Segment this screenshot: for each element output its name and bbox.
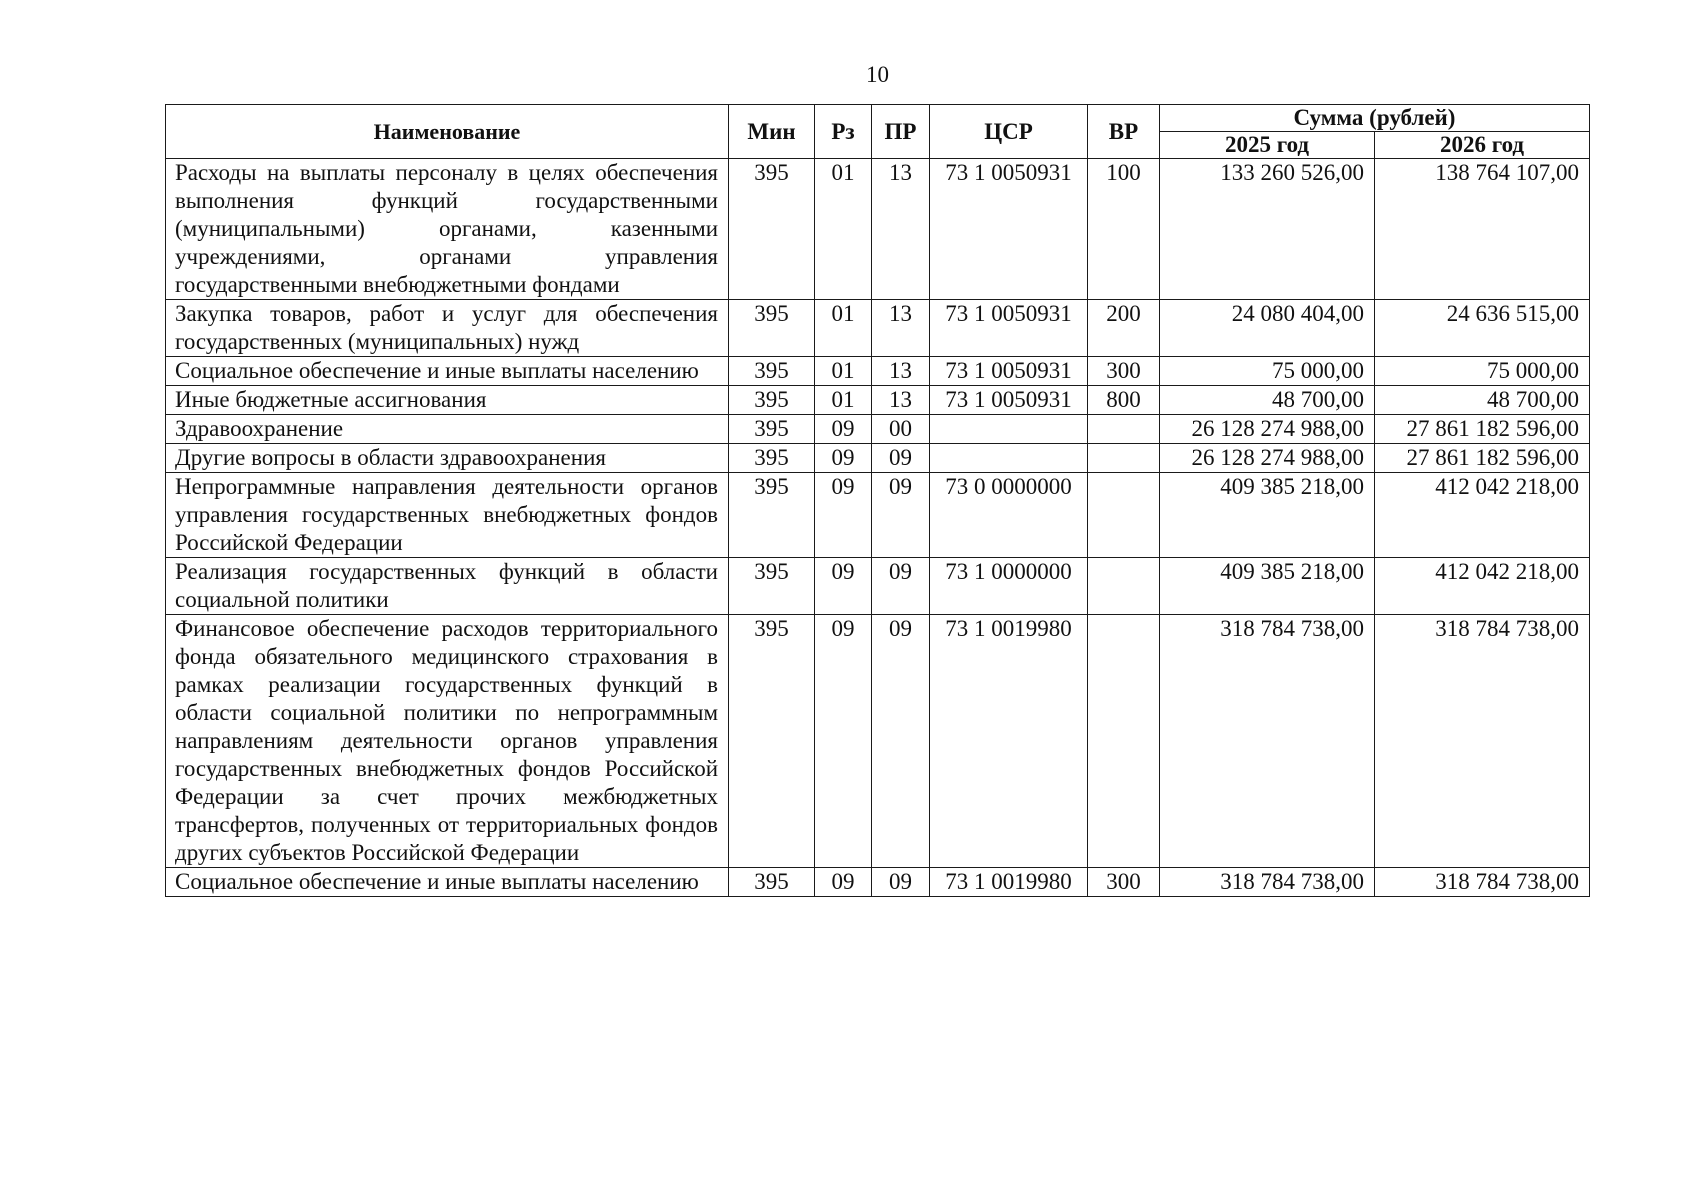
row-rz-cell: 01 — [815, 159, 872, 300]
row-name-cell: Иные бюджетные ассигнования — [166, 386, 729, 415]
header-year-2026: 2026 год — [1375, 132, 1590, 159]
row-rz-cell: 09 — [815, 868, 872, 897]
row-pr-cell: 09 — [872, 444, 930, 473]
row-sum-2026-cell: 318 784 738,00 — [1375, 868, 1590, 897]
row-min-cell: 395 — [729, 386, 815, 415]
row-sum-2026-cell: 412 042 218,00 — [1375, 558, 1590, 615]
row-name-cell: Здравоохранение — [166, 415, 729, 444]
row-sum-2025-cell: 26 128 274 988,00 — [1160, 444, 1375, 473]
row-sum-2026-cell: 27 861 182 596,00 — [1375, 444, 1590, 473]
row-min-cell: 395 — [729, 473, 815, 558]
row-csr-cell: 73 1 0050931 — [930, 357, 1088, 386]
table-header — [166, 105, 1590, 159]
row-csr-cell: 73 1 0019980 — [930, 615, 1088, 868]
row-sum-2025-cell: 133 260 526,00 — [1160, 159, 1375, 300]
header-min: Мин — [729, 105, 815, 159]
row-pr-cell: 13 — [872, 357, 930, 386]
table-row — [166, 444, 1590, 473]
row-name-cell: Расходы на выплаты персоналу в целях обеспечения выполнения функций государственными (муниципальными) органами, казенными учреждениями, органами управления государственными внебюджетными фондами — [166, 159, 729, 300]
row-sum-2026-cell: 318 784 738,00 — [1375, 615, 1590, 868]
header-csr: ЦСР — [930, 105, 1088, 159]
row-csr-cell: 73 1 0019980 — [930, 868, 1088, 897]
row-vr-cell: 100 — [1088, 159, 1160, 300]
row-csr-cell: 73 1 0050931 — [930, 159, 1088, 300]
row-min-cell: 395 — [729, 300, 815, 357]
row-vr-cell — [1088, 558, 1160, 615]
row-min-cell: 395 — [729, 558, 815, 615]
row-pr-cell: 09 — [872, 473, 930, 558]
header-vr: ВР — [1088, 105, 1160, 159]
row-vr-cell — [1088, 444, 1160, 473]
table-row — [166, 473, 1590, 558]
row-min-cell: 395 — [729, 415, 815, 444]
row-pr-cell: 00 — [872, 415, 930, 444]
table-row — [166, 415, 1590, 444]
row-min-cell: 395 — [729, 444, 815, 473]
row-rz-cell: 09 — [815, 473, 872, 558]
row-rz-cell: 01 — [815, 300, 872, 357]
row-sum-2025-cell: 318 784 738,00 — [1160, 615, 1375, 868]
row-sum-2025-cell: 409 385 218,00 — [1160, 558, 1375, 615]
row-name-cell: Финансовое обеспечение расходов территориального фонда обязательного медицинского страхования в рамках реализации государственных функций в области социальной политики по непрограммным направлениям деятельности органов управления государственных внебюджетных фондов Российской Федерации за счет прочих межбюджетных трансфертов, полученных от территориальных фондов других субъектов Российской Федерации — [166, 615, 729, 868]
table-row — [166, 386, 1590, 415]
row-min-cell: 395 — [729, 868, 815, 897]
row-csr-cell: 73 0 0000000 — [930, 473, 1088, 558]
row-name-cell: Непрограммные направления деятельности органов управления государственных внебюджетных фондов Российской Федерации — [166, 473, 729, 558]
row-pr-cell: 09 — [872, 868, 930, 897]
row-rz-cell: 01 — [815, 357, 872, 386]
row-vr-cell: 300 — [1088, 357, 1160, 386]
row-pr-cell: 13 — [872, 159, 930, 300]
budget-table — [165, 104, 1590, 897]
row-sum-2025-cell: 26 128 274 988,00 — [1160, 415, 1375, 444]
table-row — [166, 558, 1590, 615]
row-sum-2026-cell: 48 700,00 — [1375, 386, 1590, 415]
row-min-cell: 395 — [729, 357, 815, 386]
row-vr-cell: 300 — [1088, 868, 1160, 897]
row-pr-cell: 09 — [872, 615, 930, 868]
row-sum-2026-cell: 27 861 182 596,00 — [1375, 415, 1590, 444]
row-name-cell: Реализация государственных функций в области социальной политики — [166, 558, 729, 615]
row-sum-2026-cell: 412 042 218,00 — [1375, 473, 1590, 558]
row-rz-cell: 09 — [815, 415, 872, 444]
row-name-cell: Социальное обеспечение и иные выплаты населению — [166, 868, 729, 897]
row-min-cell: 395 — [729, 615, 815, 868]
row-name-cell: Другие вопросы в области здравоохранения — [166, 444, 729, 473]
row-sum-2025-cell: 409 385 218,00 — [1160, 473, 1375, 558]
page-number: 10 — [866, 62, 889, 87]
row-vr-cell: 800 — [1088, 386, 1160, 415]
row-rz-cell: 09 — [815, 444, 872, 473]
row-name-cell: Социальное обеспечение и иные выплаты населению — [166, 357, 729, 386]
row-sum-2025-cell: 318 784 738,00 — [1160, 868, 1375, 897]
row-sum-2026-cell: 24 636 515,00 — [1375, 300, 1590, 357]
row-vr-cell — [1088, 473, 1160, 558]
table-row — [166, 357, 1590, 386]
header-pr: ПР — [872, 105, 930, 159]
row-sum-2025-cell: 75 000,00 — [1160, 357, 1375, 386]
row-sum-2026-cell: 138 764 107,00 — [1375, 159, 1590, 300]
row-pr-cell: 09 — [872, 558, 930, 615]
row-min-cell: 395 — [729, 159, 815, 300]
row-csr-cell — [930, 415, 1088, 444]
row-vr-cell — [1088, 615, 1160, 868]
row-rz-cell: 09 — [815, 615, 872, 868]
row-sum-2025-cell: 24 080 404,00 — [1160, 300, 1375, 357]
row-vr-cell — [1088, 415, 1160, 444]
header-name: Наименование — [166, 105, 729, 159]
table-body — [166, 159, 1590, 897]
table-row — [166, 868, 1590, 897]
table-row — [166, 615, 1590, 868]
row-sum-2026-cell: 75 000,00 — [1375, 357, 1590, 386]
header-year-2025: 2025 год — [1160, 132, 1375, 159]
row-csr-cell: 73 1 0000000 — [930, 558, 1088, 615]
table-row — [166, 300, 1590, 357]
header-sum: Сумма (рублей) — [1160, 105, 1590, 132]
row-csr-cell: 73 1 0050931 — [930, 300, 1088, 357]
row-vr-cell: 200 — [1088, 300, 1160, 357]
row-rz-cell: 01 — [815, 386, 872, 415]
row-csr-cell: 73 1 0050931 — [930, 386, 1088, 415]
row-name-cell: Закупка товаров, работ и услуг для обеспечения государственных (муниципальных) нужд — [166, 300, 729, 357]
row-pr-cell: 13 — [872, 300, 930, 357]
row-pr-cell: 13 — [872, 386, 930, 415]
row-sum-2025-cell: 48 700,00 — [1160, 386, 1375, 415]
table-row — [166, 159, 1590, 300]
row-csr-cell — [930, 444, 1088, 473]
header-rz: Рз — [815, 105, 872, 159]
row-rz-cell: 09 — [815, 558, 872, 615]
